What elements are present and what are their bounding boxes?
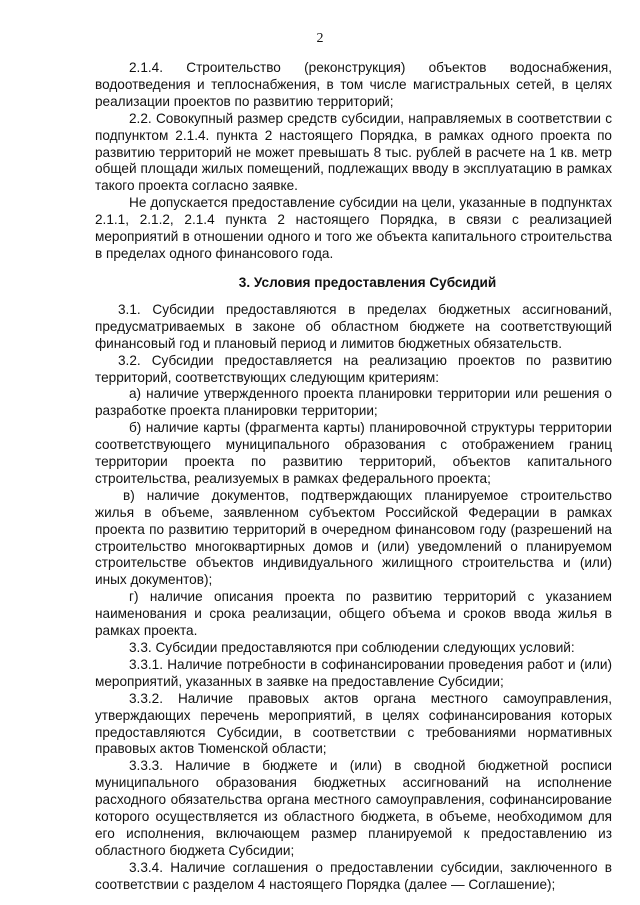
section-heading: 3. Условия предоставления Субсидий [238, 274, 497, 290]
paragraph-restriction: Не допускается предоставление субсидии на цели, указанные в подпунктах 2.1.1, 2.1.2, 2.1.4 пункта 2 настоящего Порядка, в связи с реализацией мероприятий в отношении одного и того же объекта капитального строительства в пределах одного финансового года. [95, 195, 612, 261]
paragraph-3-3-1: 3.3.1. Наличие потребности в софинансировании проведения работ и (или) мероприятий, указанных в заявке на предоставление Субсидии; [95, 656, 612, 689]
paragraph-3-3-4: 3.3.4. Наличие соглашения о предоставлении субсидии, заключенного в соответствии с разделом 4 настоящего Порядка (далее — Соглашение); [95, 859, 612, 892]
document-body [95, 60, 612, 894]
page-number: 2 [316, 31, 324, 46]
paragraph-2-1-4: 2.1.4. Строительство (реконструкция) объектов водоснабжения, водоотведения и теплоснабжения, в том числе магистральных сетей, в целях реализации проектов по развитию территорий; [95, 60, 612, 109]
criterion-v: в) наличие документов, подтверждающих планируемое строительство жилья в объеме, заявленном субъектом Российской Федерации в рамках проекта по развитию территорий в очередном финансовом году (разрешений на строительство многоквартирных домов и (или) уведомлений о планируемом строительстве объектов индивидуального жилищного строительства и (или) иных документов); [95, 487, 612, 588]
paragraph-3-3-2: 3.3.2. Наличие правовых актов органа местного самоуправления, утверждающих перечень мероприятий, в целях софинансирования которых предоставляются Субсидии, в соответствии с требованиями нормативных правовых актов Тюменской области; [95, 690, 612, 757]
paragraph-3-1: 3.1. Субсидии предоставляются в пределах бюджетных ассигнований, предусматриваемых в законе об областном бюджете на соответствующий финансовый год и плановый период и лимитов бюджетных обязательств. [95, 301, 612, 351]
criterion-b: б) наличие карты (фрагмента карты) планировочной структуры территории соответствующего муниципального образования с отображением границ территории проекта по развитию территорий, объектов капитального строительства, реализуемых в рамках федерального проекта; [95, 420, 612, 486]
paragraph-2-2: 2.2. Совокупный размер средств субсидии, направляемых в соответствии с подпунктом 2.1.4. пункта 2 настоящего Порядка, в рамках одного проекта по развитию территорий не может превышать 8 тыс. рублей в расчете на 1 кв. метр общей площади жилых помещений, подлежащих вводу в эксплуатацию в рамках такого проекта согласно заявке. [95, 110, 612, 194]
criterion-g: г) наличие описания проекта по развитию территорий с указанием наименования и срока реализации, общего объема и сроков ввода жилья в рамках проекта. [95, 589, 612, 639]
paragraph-3-3: 3.3. Субсидии предоставляются при соблюдении следующих условий: [129, 640, 575, 655]
paragraph-3-3-3: 3.3.3. Наличие в бюджете и (или) в сводной бюджетной росписи муниципального образования бюджетных ассигнований на исполнение расходного обязательства органа местного самоуправления, софинансирование которого осуществляется из областного бюджета, в объеме, необходимом для его исполнения, включающем размер планируемой к предоставлению из областного бюджета Субсидии; [95, 758, 612, 858]
criterion-a: а) наличие утвержденного проекта планировки территории или решения о разработке проекта планировки территории; [95, 386, 612, 419]
paragraph-3-2: 3.2. Субсидии предоставляется на реализацию проектов по развитию территорий, соответствующих следующим критериям: [95, 352, 612, 385]
